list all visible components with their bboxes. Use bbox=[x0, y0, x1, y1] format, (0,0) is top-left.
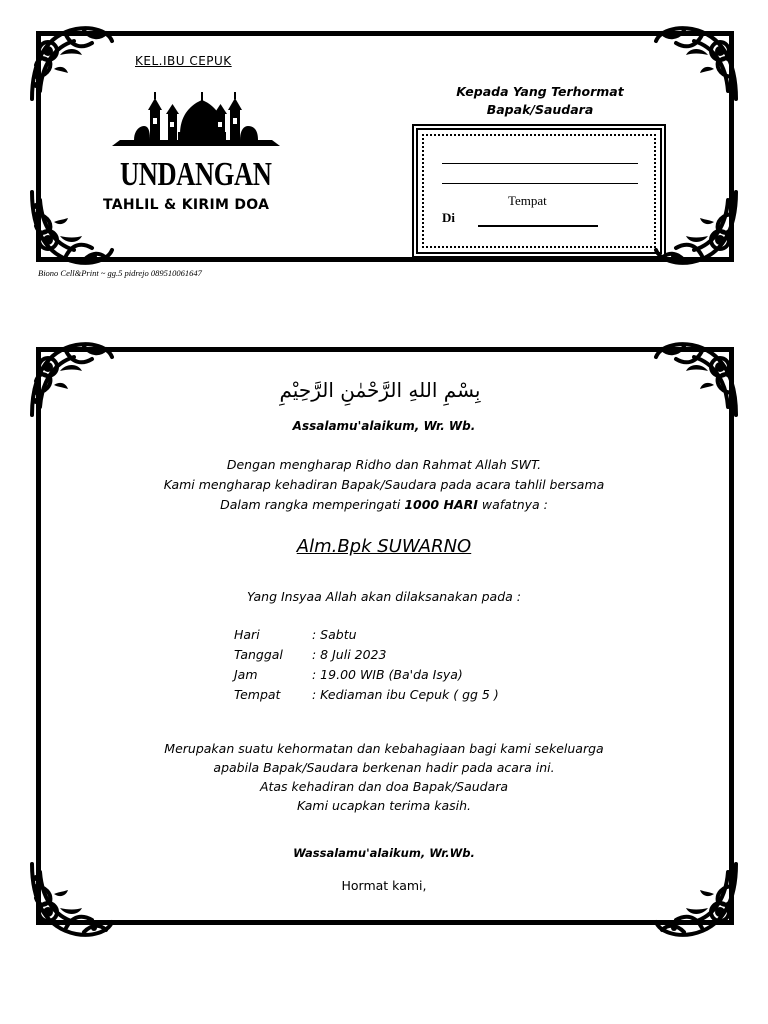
closing-line-3: Atas kehadiran dan doa Bapak/Saudara bbox=[259, 779, 509, 794]
intro-line-3-post: wafatnya : bbox=[477, 497, 548, 512]
recipient-line-1: Kepada Yang Terhormat bbox=[456, 84, 624, 99]
corner-ornament-icon bbox=[650, 21, 742, 103]
address-box bbox=[412, 124, 666, 258]
farewell: Wassalamu'alaikum, Wr.Wb. bbox=[293, 846, 475, 860]
corner-ornament-icon bbox=[26, 337, 118, 419]
signoff: Hormat kami, bbox=[341, 878, 427, 893]
detail-label: Tempat bbox=[234, 687, 281, 702]
event-details bbox=[234, 625, 499, 705]
detail-row-date bbox=[234, 645, 499, 665]
address-line-di bbox=[478, 225, 598, 227]
closing-text bbox=[0, 739, 768, 815]
detail-value: : 8 Juli 2023 bbox=[312, 647, 387, 662]
corner-ornament-icon bbox=[26, 21, 118, 103]
detail-row-time bbox=[234, 665, 499, 685]
corner-ornament-icon bbox=[650, 337, 742, 419]
closing-line-1: Merupakan suatu kehormatan dan kebahagiaan bagi kami sekeluarga bbox=[164, 741, 604, 756]
detail-label: Jam bbox=[234, 667, 258, 682]
family-name: KEL.IBU CEPUK bbox=[135, 54, 232, 68]
recipient-heading bbox=[420, 83, 660, 119]
corner-ornament-icon bbox=[26, 860, 118, 942]
held-on-text: Yang Insyaa Allah akan dilaksanakan pada : bbox=[247, 589, 521, 604]
intro-line-3 bbox=[0, 495, 768, 515]
mosque-icon bbox=[112, 90, 280, 148]
basmalah-calligraphy: بِسْمِ اللهِ الرَّحْمٰنِ الرَّحِيْمِ bbox=[279, 378, 481, 402]
detail-value: : 19.00 WIB (Ba'da Isya) bbox=[312, 667, 463, 682]
closing-line-4: Kami ucapkan terima kasih. bbox=[296, 798, 471, 813]
detail-row-place bbox=[234, 685, 499, 705]
place-label: Tempat bbox=[508, 193, 547, 208]
address-line-2 bbox=[442, 183, 638, 184]
intro-line-2: Kami mengharap kehadiran Bapak/Saudara pada acara tahlil bersama bbox=[163, 477, 605, 492]
recipient-line-2: Bapak/Saudara bbox=[486, 102, 594, 117]
intro-line-1: Dengan mengharap Ridho dan Rahmat Allah SWT. bbox=[226, 457, 542, 472]
address-line-1 bbox=[442, 163, 638, 164]
invitation-subtitle: TAHLIL & KIRIM DOA bbox=[103, 197, 270, 213]
printer-credit: Biono Cell&Print ~ gg.5 pidrejo 089510061647 bbox=[38, 268, 202, 278]
detail-value: : Kediaman ibu Cepuk ( gg 5 ) bbox=[312, 687, 499, 702]
greeting: Assalamu'alaikum, Wr. Wb. bbox=[292, 419, 476, 433]
closing-line-2: apabila Bapak/Saudara berkenan hadir pada acara ini. bbox=[213, 760, 555, 775]
memorial-day-count: 1000 HARI bbox=[404, 497, 478, 512]
invitation-title: UNDANGAN bbox=[120, 156, 272, 193]
detail-value: : Sabtu bbox=[312, 627, 357, 642]
detail-label: Hari bbox=[234, 627, 260, 642]
detail-row-day bbox=[234, 625, 499, 645]
corner-ornament-icon bbox=[650, 860, 742, 942]
deceased-name: Alm.Bpk SUWARNO bbox=[296, 536, 472, 557]
intro-text bbox=[0, 455, 768, 515]
intro-line-3-pre: Dalam rangka memperingati bbox=[220, 497, 405, 512]
di-label: Di bbox=[442, 210, 455, 225]
detail-label: Tanggal bbox=[234, 647, 283, 662]
